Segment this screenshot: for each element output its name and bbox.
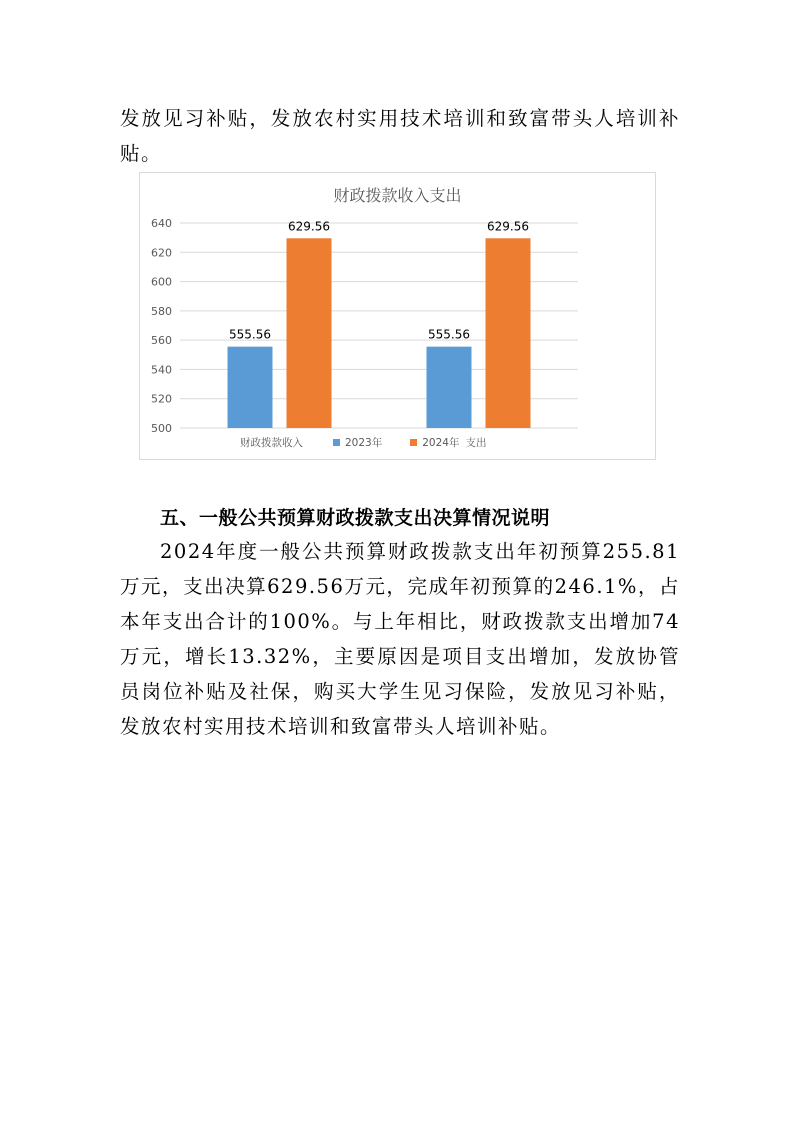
section-heading: 五、一般公共预算财政拨款支出决算情况说明	[160, 507, 551, 529]
legend-swatch-2023	[333, 439, 340, 446]
bar-chart	[140, 173, 657, 461]
data-label: 629.56	[288, 219, 330, 234]
bar-2023	[427, 347, 472, 428]
data-label: 629.56	[487, 219, 529, 234]
y-tick-label: 620	[151, 246, 172, 260]
legend-category-label: 财政拨款收入	[240, 437, 303, 449]
chart-title: 财政拨款收入支出	[333, 186, 462, 205]
paragraph-main: 2024年度一般公共预算财政拨款支出年初预算255.81万元，支出决算629.56万元，完成年初预算的246.1%，占本年支出合计的100%。与上年相比，财政拨款支出增加74万元，增长13.32%，主要原因是项目支出增加，发放协管员岗位补贴及社保，购买大学生见习保险，发放见习补贴，发放农村实用技术培训和致富带头人培训补贴。	[120, 540, 680, 738]
legend-label-2024: 2024年	[422, 437, 460, 449]
chart-legend	[240, 435, 486, 450]
data-label: 555.56	[229, 327, 271, 342]
bar-2023	[228, 347, 273, 428]
y-tick-label: 520	[151, 392, 172, 406]
legend-label-2023: 2023年	[345, 437, 383, 449]
legend-item-2023	[333, 435, 382, 450]
chart-container	[139, 172, 656, 460]
legend-swatch-2024	[410, 439, 417, 446]
legend-category-label-2: 支出	[465, 437, 487, 449]
y-tick-label: 500	[151, 422, 172, 435]
legend-item-2024	[410, 435, 486, 450]
data-label: 555.56	[428, 327, 470, 342]
y-tick-label: 600	[151, 275, 172, 289]
paragraph-continuation: 发放见习补贴，发放农村实用技术培训和致富带头人培训补贴。	[120, 107, 680, 165]
y-tick-label: 640	[151, 217, 172, 230]
bar-2024	[287, 238, 332, 428]
y-tick-label: 560	[151, 334, 172, 348]
y-tick-label: 540	[151, 363, 172, 377]
y-tick-label: 580	[151, 304, 172, 318]
bar-2024	[486, 238, 531, 428]
